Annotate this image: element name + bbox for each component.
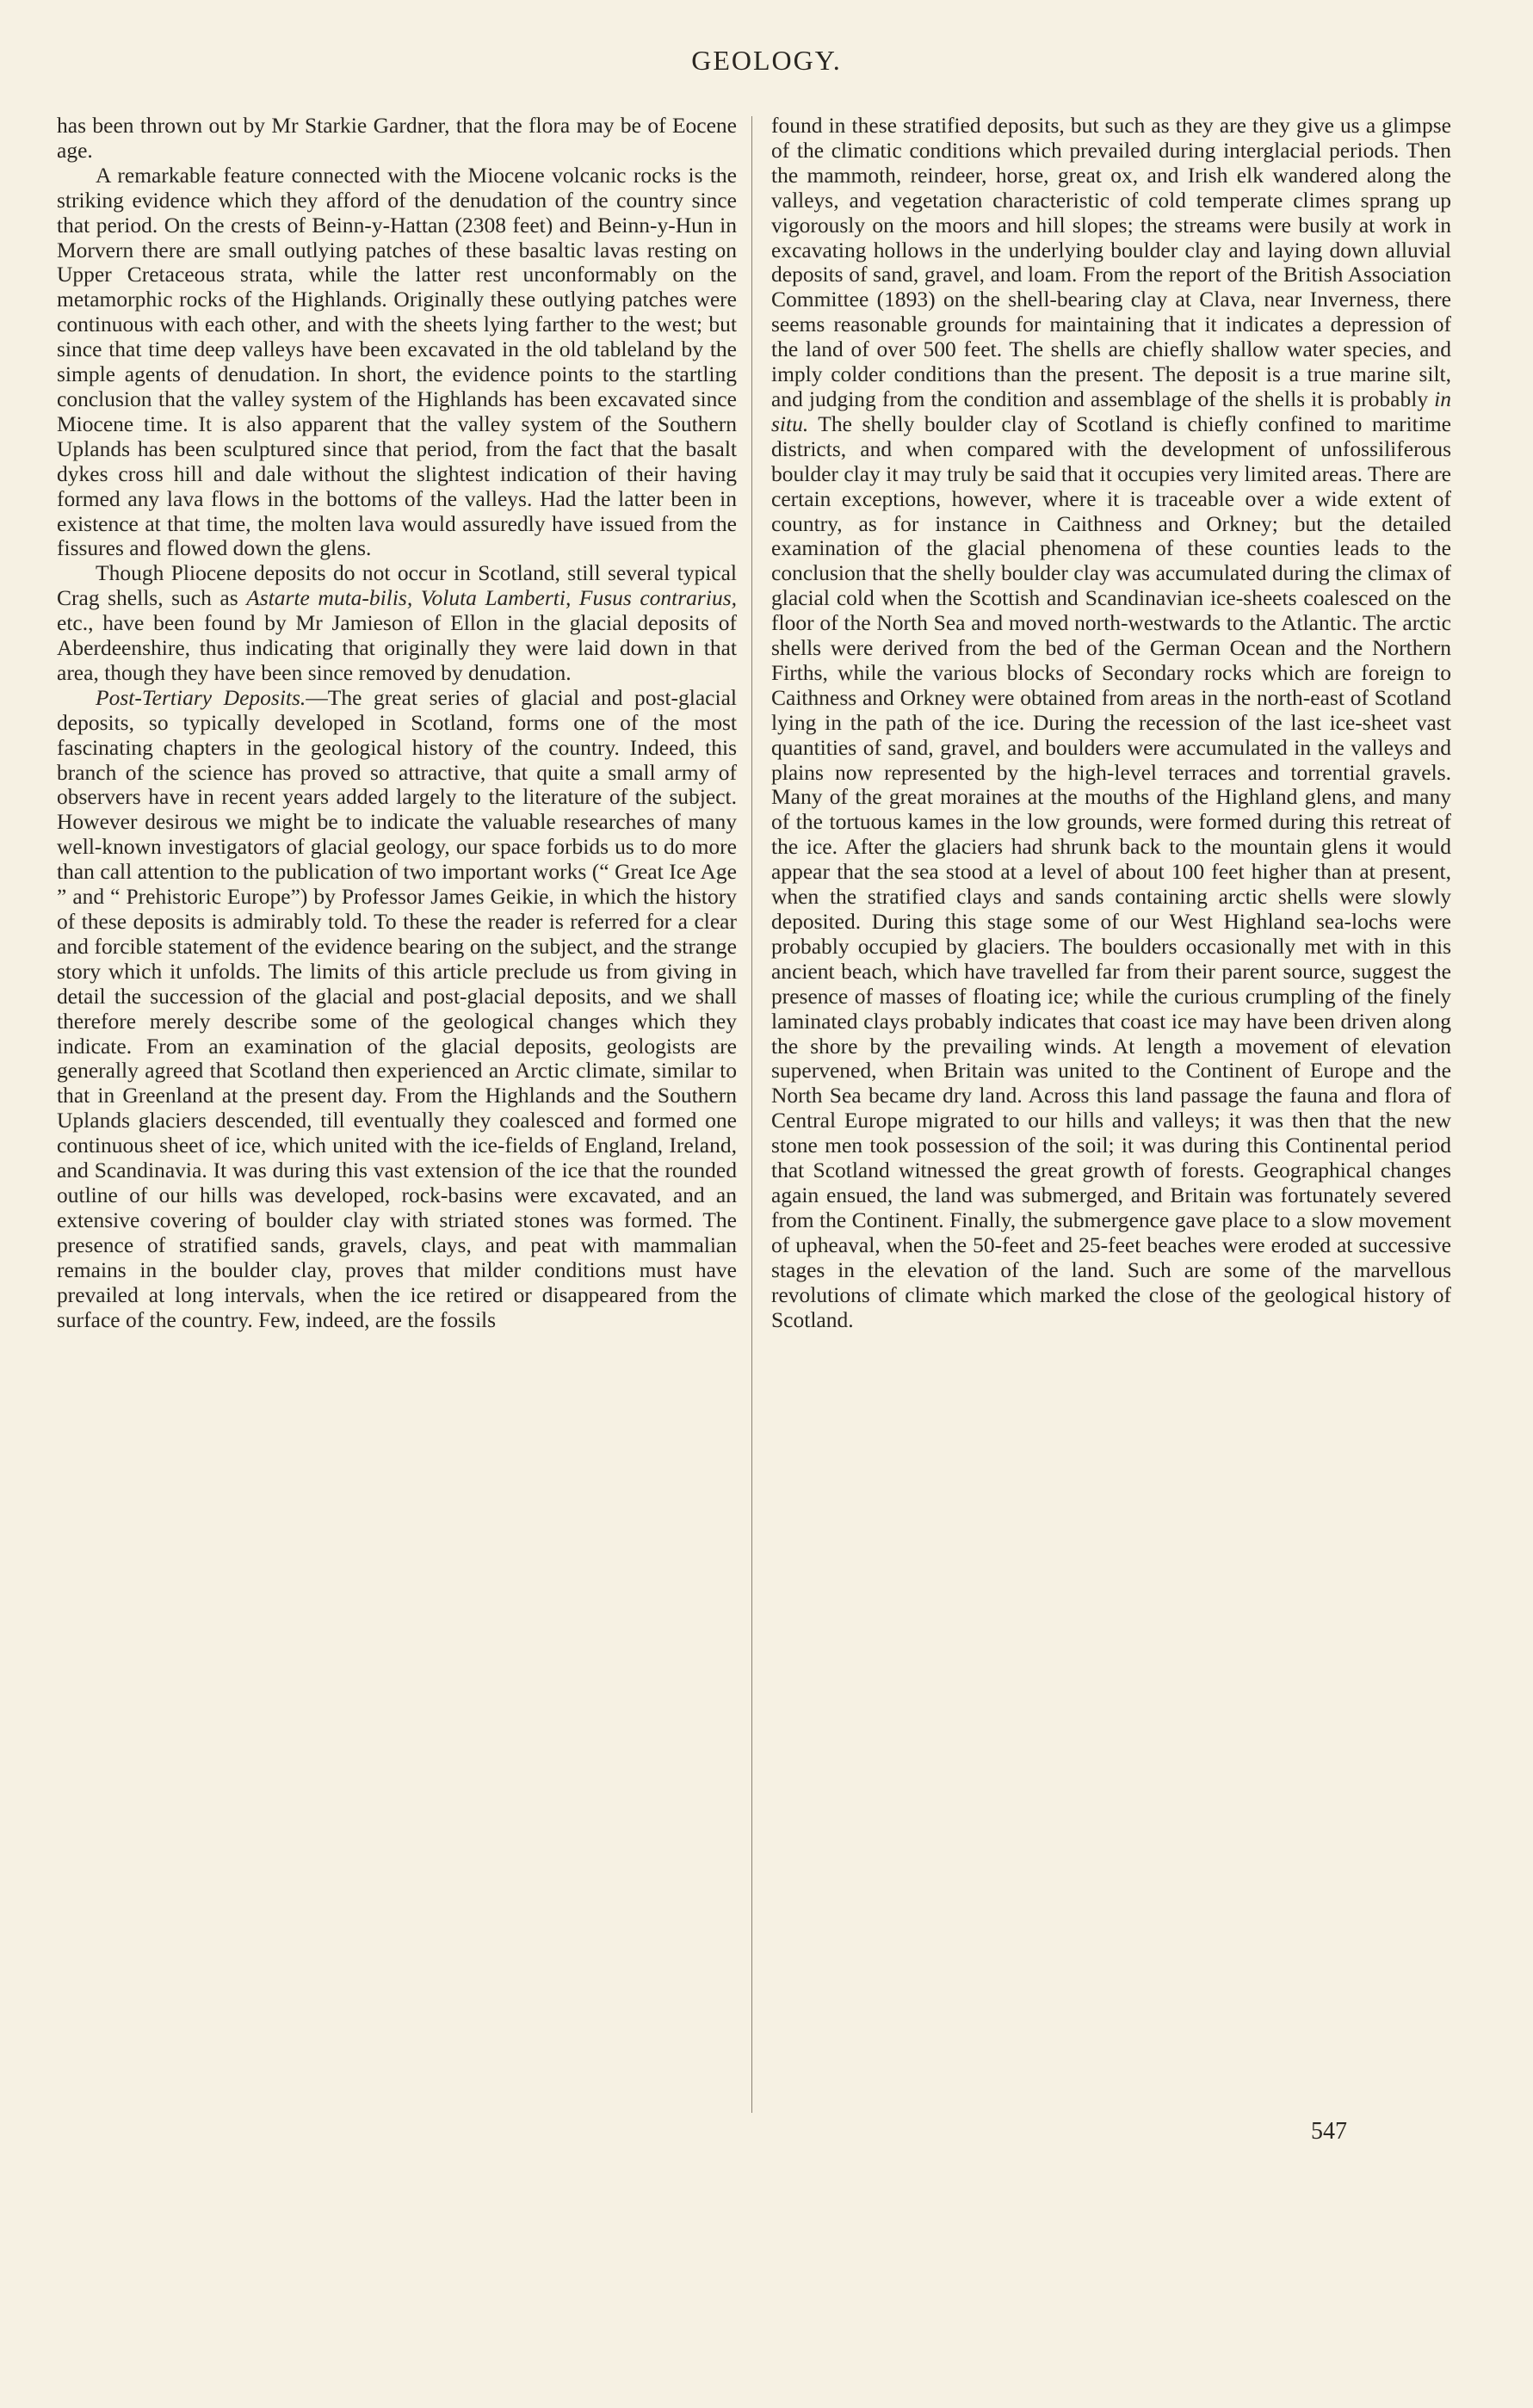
left-paragraph-2: A remarkable feature connected with the Miocene volcanic rocks is the striking evidence which they afford of the denudation of the country since that period. On the crests of Beinn-y-Hattan (2308 feet) and Beinn-y-Hun in Morvern there are small outlying patches of these basaltic lavas resting on Upper Cretaceous strata, while the latter rest unconformably on the metamorphic rocks of the Highlands. Originally these outlying patches were continuous with each other, and with the sheets lying farther to the west; but since that time deep valleys have been excavated in the old tableland by the simple agents of denudation. In short, the evidence points to the startling conclusion that the valley system of the Highlands has been excavated since Miocene time. It is also apparent that the valley system of the Southern Uplands has been sculptured since that period, from the fact that the basalt dykes cross hill and dale without the slightest indication of their having formed any lava flows in the bottoms of the valleys. Had the latter been in existence at that time, the molten lava would assuredly have issued from the fissures and flowed down the glens. [57,162,737,561]
left-paragraph-1: has been thrown out by Mr Starkie Gardner, that the flora may be of Eocene age. [57,113,737,163]
in-situ-term: in situ. [771,386,1451,436]
left-column [57,114,737,1332]
section-heading-post-tertiary: Post-Tertiary Deposits. [96,684,306,710]
column-divider [751,116,752,2113]
right-paragraph-1 [771,114,1451,1332]
pliocene-text-start: Though Pliocene deposits do not occur in Scotland, still several typical Crag shells, such as [57,560,737,611]
left-paragraph-4 [57,686,737,1333]
post-tertiary-body: —The great series of glacial and post-glacial deposits, so typically developed in Scotland, forms one of the most fascinating chapters in the geological history of the country. Indeed, this branch of the science has proved so attractive, that quite a small army of observers have in recent years added largely to the literature of the subject. However desirous we might be to indicate the valuable researches of many well-known investigators of glacial geology, our space forbids us to do more than call attention to the publication of two important works (“ Great Ice Age ” and “ Prehistoric Europe”) by Professor James Geikie, in which the history of these deposits is admirably told. To these the reader is referred for a clear and forcible statement of the evidence bearing on the subject, and the strange story which it unfolds. The limits of this article preclude us from giving in detail the succession of the glacial and post-glacial deposits, and we shall therefore merely describe some of the geological changes which they indicate. From an examination of the glacial deposits, geologists are generally agreed that Scotland then experienced an Arctic climate, similar to that in Greenland at the present day. From the Highlands and the Southern Uplands glaciers descended, till eventually they coalesced and formed one continuous sheet of ice, which united with the ice-fields of England, Ireland, and Scandinavia. It was during this vast extension of the ice that the rounded outline of our hills was developed, rock-basins were excavated, and an extensive covering of boulder clay with striated stones was formed. The presence of stratified sands, gravels, clays, and peat with mammalian remains in the boulder clay, proves that milder conditions must have prevailed at long intervals, when the ice retired or disappeared from the surface of the country. Few, indeed, are the fossils [57,684,737,1332]
page-number: 547 [1311,2118,1347,2145]
species-names: Astarte muta-bilis, Voluta Lamberti, Fusus contrarius, [246,585,737,611]
right-text-end: The shelly boulder clay of Scotland is chiefly confined to maritime districts, and when compared with the development of unfossiliferous boulder clay it may truly be said that it occupies very limited areas. There are certain exceptions, however, where it is traceable over a wide extent of country, as for instance in Caithness and Orkney; but the detailed examination of the glacial phenomena of these counties leads to the conclusion that the shelly boulder clay was accumulated during the climax of glacial cold when the Scottish and Scandinavian ice-sheets coalesced on the floor of the North Sea and moved north-westwards to the Atlantic. The arctic shells were derived from the bed of the German Ocean and the Northern Firths, while the various blocks of Secondary rocks which are foreign to Caithness and Orkney were obtained from areas in the north-east of Scotland lying in the path of the ice. During the recession of the last ice-sheet vast quantities of sand, gravel, and boulders were accumulated in the valleys and plains now represented by the high-level terraces and torrential gravels. Many of the great moraines at the mouths of the Highland glens, and many of the tortuous kames in the low grounds, were formed during this retreat of the ice. After the glaciers had shrunk back to the mountain glens it would appear that the sea stood at a level of about 100 feet higher than at present, when the stratified clays and sands containing arctic shells were slowly deposited. During this stage some of our West Highland sea-lochs were probably occupied by glaciers. The boulders occasionally met with in this ancient beach, which have travelled far from their parent source, suggest the presence of masses of floating ice; while the curious crumpling of the finely laminated clays probably indicates that coast ice may have been driven along the shore by the prevailing winds. At length a movement of elevation supervened, when Britain was united to the Continent of Europe and the North Sea became dry land. Across this land passage the fauna and flora of Central Europe migrated to our hills and valleys; it was then that the new stone men took possession of the soil; it was during this Continental period that Scotland witnessed the great growth of forests. Geographical changes again ensued, the land was submerged, and Britain was fortunately severed from the Continent. Finally, the submergence gave place to a slow movement of upheaval, when the 50-feet and 25-feet beaches were eroded at successive stages in the elevation of the land. Such are some of the marvellous revolutions of climate which marked the close of the geological history of Scotland. [771,411,1451,1332]
right-column [771,114,1451,1332]
pliocene-text-end: etc., have been found by Mr Jamieson of Ellon in the glacial deposits of Aberdeenshire, thus indicating that originally they were laid down in that area, though they have been since removed by denudation. [57,610,737,685]
left-paragraph-3 [57,561,737,686]
right-text-start: found in these stratified deposits, but such as they are they give us a glimpse of the climatic conditions which prevailed during interglacial periods. Then the mammoth, reindeer, horse, great ox, and Irish elk wandered along the valleys, and vegetation characteristic of cold temperate climes sprang up vigorously on the moors and hill slopes; the streams were busily at work in excavating hollows in the underlying boulder clay and laying down alluvial deposits of sand, gravel, and loam. From the report of the British Association Committee (1893) on the shell-bearing clay at Clava, near Inverness, there seems reasonable grounds for maintaining that it indicates a depression of the land of over 500 feet. The shells are chiefly shallow water species, and imply colder conditions than the present. The deposit is a true marine silt, and judging from the condition and assemblage of the shells it is probably [771,113,1451,411]
running-header: GEOLOGY. [691,45,842,76]
